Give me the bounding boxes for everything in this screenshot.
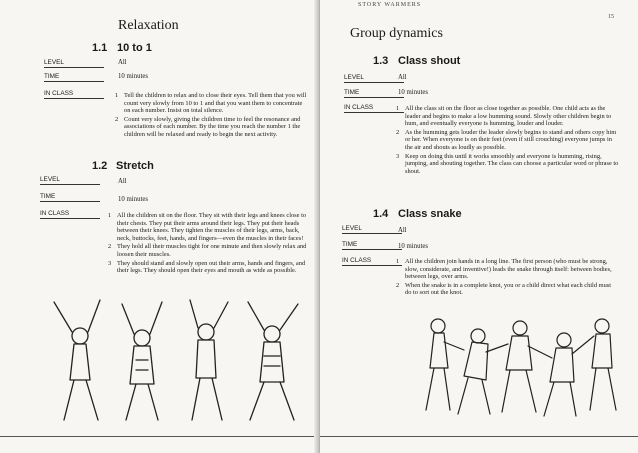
step-item: 1 Tell the children to relax and to close their eyes. Tell them that you will count very slowly from 10 to 1 and that you want them to concentrate on each number. Insist on total silence. <box>115 92 307 115</box>
step-item: 2 As the humming gets louder the leader slowly begins to stand and others copy him or her. When everyone is on their feet (even if still crouching) everyone jumps in the air and shouts as loudly as possible. <box>396 128 617 151</box>
level-value: All <box>118 178 127 185</box>
page-bottom-rule <box>320 436 638 437</box>
step-item: 1 All the children sit on the floor. They sit with their legs and knees close to their chests. They put their arms around their legs. They put their heads between their knees. They tighten the muscles of their legs, arms, back, neck, buttocks, feet, hands, and fingers—even the muscles in their faces! <box>108 212 307 242</box>
step-item: 3 Keep on doing this until it works smoothly and everyone is humming, rising, jumping, and shouting together. The class can choose a particular word or phrase to shout. <box>396 152 619 175</box>
stretching-child-figure <box>248 302 298 420</box>
right-page <box>320 0 638 453</box>
level-value: All <box>398 74 407 81</box>
child-in-snake-figure <box>590 319 616 410</box>
section-title: Class shout <box>398 55 461 67</box>
class-snake-illustration <box>416 306 626 422</box>
section-number: 1.4 <box>373 208 389 220</box>
instructions <box>396 105 620 176</box>
running-head: STORY WARMERS <box>358 2 422 8</box>
child-in-snake-figure <box>426 319 464 410</box>
step-item: 3 They should stand and slowly open out their arms, hands and fingers, and their legs. They should open their eyes and mouth as wide as possible. <box>108 259 306 275</box>
in-class-label: IN CLASS <box>40 210 100 219</box>
level-value: All <box>118 59 127 66</box>
instructions <box>396 258 618 298</box>
time-value: 10 minutes <box>398 89 429 96</box>
level-label: LEVEL <box>40 176 100 185</box>
level-label: LEVEL <box>44 59 104 68</box>
time-label: TIME <box>44 73 104 82</box>
stretch-illustration <box>50 296 310 424</box>
time-value: 10 minutes <box>398 243 429 250</box>
instructions <box>108 212 308 276</box>
in-class-label: IN CLASS <box>344 104 404 113</box>
child-in-snake-figure <box>544 333 594 416</box>
level-label: LEVEL <box>342 225 402 234</box>
instructions <box>115 92 309 140</box>
step-item: 2 They hold all their muscles tight for one minute and then slowly relax and loosen their muscles. <box>108 243 307 258</box>
time-label: TIME <box>344 89 404 98</box>
step-item: 2 Count very slowly, giving the children time to feel the resonance and associations of each number. By the time you reach the number 1 the children will be relaxed and ready to begin the next activity. <box>115 115 301 138</box>
section-title: Stretch <box>116 160 154 172</box>
section-number: 1.3 <box>373 55 389 67</box>
section-title: Class snake <box>398 208 462 220</box>
in-class-label: IN CLASS <box>44 90 104 99</box>
level-label: LEVEL <box>344 74 404 83</box>
step-item: 2 When the snake is in a complete knot, you or a child direct what each child must do to sort out the knot. <box>396 281 612 297</box>
stretching-child-figure <box>122 302 162 420</box>
time-label: TIME <box>40 193 100 202</box>
section-number: 1.2 <box>92 160 108 172</box>
page-bottom-rule <box>0 436 318 437</box>
stretching-child-figure <box>190 300 228 420</box>
page-number: 15 <box>608 14 614 20</box>
child-in-snake-figure <box>458 329 508 414</box>
left-page <box>0 0 318 453</box>
time-value: 10 minutes <box>118 196 149 203</box>
chapter-title: Group dynamics <box>350 26 443 41</box>
section-title: 10 to 1 <box>117 42 152 54</box>
step-item: 1 All the class sit on the floor as close together as possible. One child acts as the leader and begins to make a low humming sound. Slowly other children begin to hum, and eventually everyone is humming, louder and louder. <box>396 105 612 128</box>
time-label: TIME <box>342 241 402 250</box>
chapter-title: Relaxation <box>118 18 179 33</box>
child-in-snake-figure <box>502 321 552 412</box>
time-value: 10 minutes <box>118 73 149 80</box>
in-class-label: IN CLASS <box>342 257 402 266</box>
step-item: 1 All the children join hands in a long line. The first person (who must be strong, slow, considerate, and inventive!) leads the snake through itself: between bodies, between legs, over arms. <box>396 258 612 281</box>
stretching-child-figure <box>54 300 100 420</box>
level-value: All <box>398 227 407 234</box>
section-number: 1.1 <box>92 42 108 54</box>
